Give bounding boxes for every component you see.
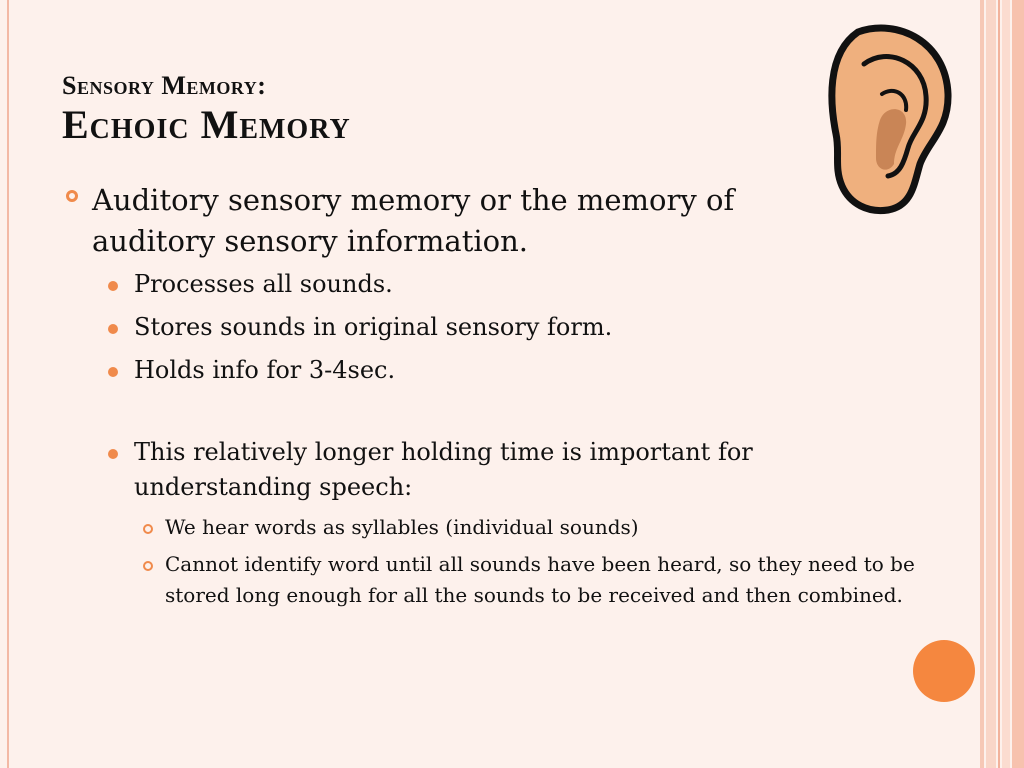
- ring-bullet-icon: [143, 524, 153, 534]
- dot-bullet-icon: [108, 324, 118, 334]
- list-item: [108, 310, 868, 345]
- main-bullet: [66, 180, 796, 262]
- right-stripe: [980, 0, 984, 768]
- list-item: [108, 435, 868, 505]
- list-item-text: Cannot identify word until all sounds have been heard, so they need to be stored long enough for all the sounds to be received and then combined.: [165, 552, 915, 607]
- title-line-1: Sensory Memory:: [62, 71, 267, 100]
- dot-bullet-icon: [108, 281, 118, 291]
- list-item: [108, 353, 868, 388]
- list-item-text: This relatively longer holding time is important for understanding speech:: [134, 438, 753, 501]
- list-item: [143, 549, 923, 611]
- right-stripe: [1002, 0, 1010, 768]
- right-stripe: [998, 0, 1000, 768]
- ear-icon: [828, 24, 952, 216]
- slide-title: [62, 70, 351, 148]
- ring-bullet-icon: [66, 190, 78, 202]
- list-item: [143, 512, 923, 543]
- ring-bullet-icon: [143, 561, 153, 571]
- dot-bullet-icon: [108, 367, 118, 377]
- title-line-2: Echoic Memory: [62, 102, 351, 147]
- list-item-text: Holds info for 3-4sec.: [134, 356, 396, 384]
- list-item-text: Processes all sounds.: [134, 270, 393, 298]
- right-stripe: [1012, 0, 1024, 768]
- list-item-text: We hear words as syllables (individual sounds): [165, 515, 639, 539]
- list-item-text: Stores sounds in original sensory form.: [134, 313, 613, 341]
- left-border-line: [7, 0, 9, 768]
- right-stripe: [986, 0, 996, 768]
- list-item: [108, 267, 868, 302]
- main-bullet-text: Auditory sensory memory or the memory of auditory sensory information.: [92, 183, 735, 258]
- decorative-circle: [913, 640, 975, 702]
- dot-bullet-icon: [108, 449, 118, 459]
